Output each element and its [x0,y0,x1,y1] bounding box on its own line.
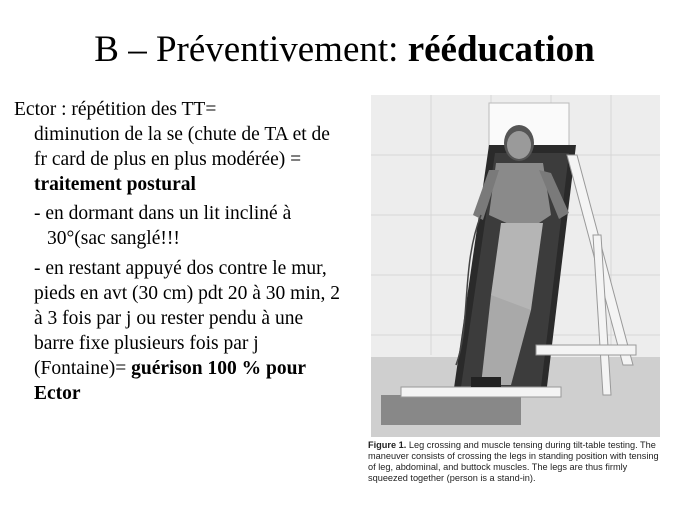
ector-intro: Ector : répétition des TT= [14,99,217,120]
ector-detail-text: diminution de la se (chute de TA et de fr card de plus en plus modérée) = [34,124,330,170]
ector-detail [14,122,344,197]
wall-result: guérison 100 % pour Ector [34,358,306,404]
body-text [14,97,344,406]
figure-caption [368,440,668,484]
paragraph-ector [14,97,344,197]
paragraph-sleeping [14,201,344,251]
tilt-table-photo [371,95,660,437]
ector-detail-bold: traitement postural [34,174,196,195]
paragraph-wall [14,256,344,406]
figure-caption-text: Leg crossing and muscle tensing during tilt-table testing. The maneuver consists of crossing the legs in standing position with tensing of leg, abdominal, and buttock muscles. The legs are thus firmly squeezed together (person is a stand-in). [368,440,659,483]
tilt-table-illustration [371,95,660,437]
sleeping-line1: - en dormant dans un lit incliné à [34,203,292,224]
sleeping-line2: 30°(sac sanglé!!! [47,228,180,249]
title-emphasis: rééducation [407,29,595,70]
figure-label: Figure 1. [368,440,407,450]
wall-text: - en restant appuyé dos contre le mur, pieds en avt (30 cm) pdt 20 à 30 min, 2 à 3 fois par j ou rester pendu à une barre fixe plusieurs fois par j (Fontaine)= [34,258,340,379]
title-prefix: B – Préventivement: [94,29,408,70]
slide-title [0,28,689,72]
